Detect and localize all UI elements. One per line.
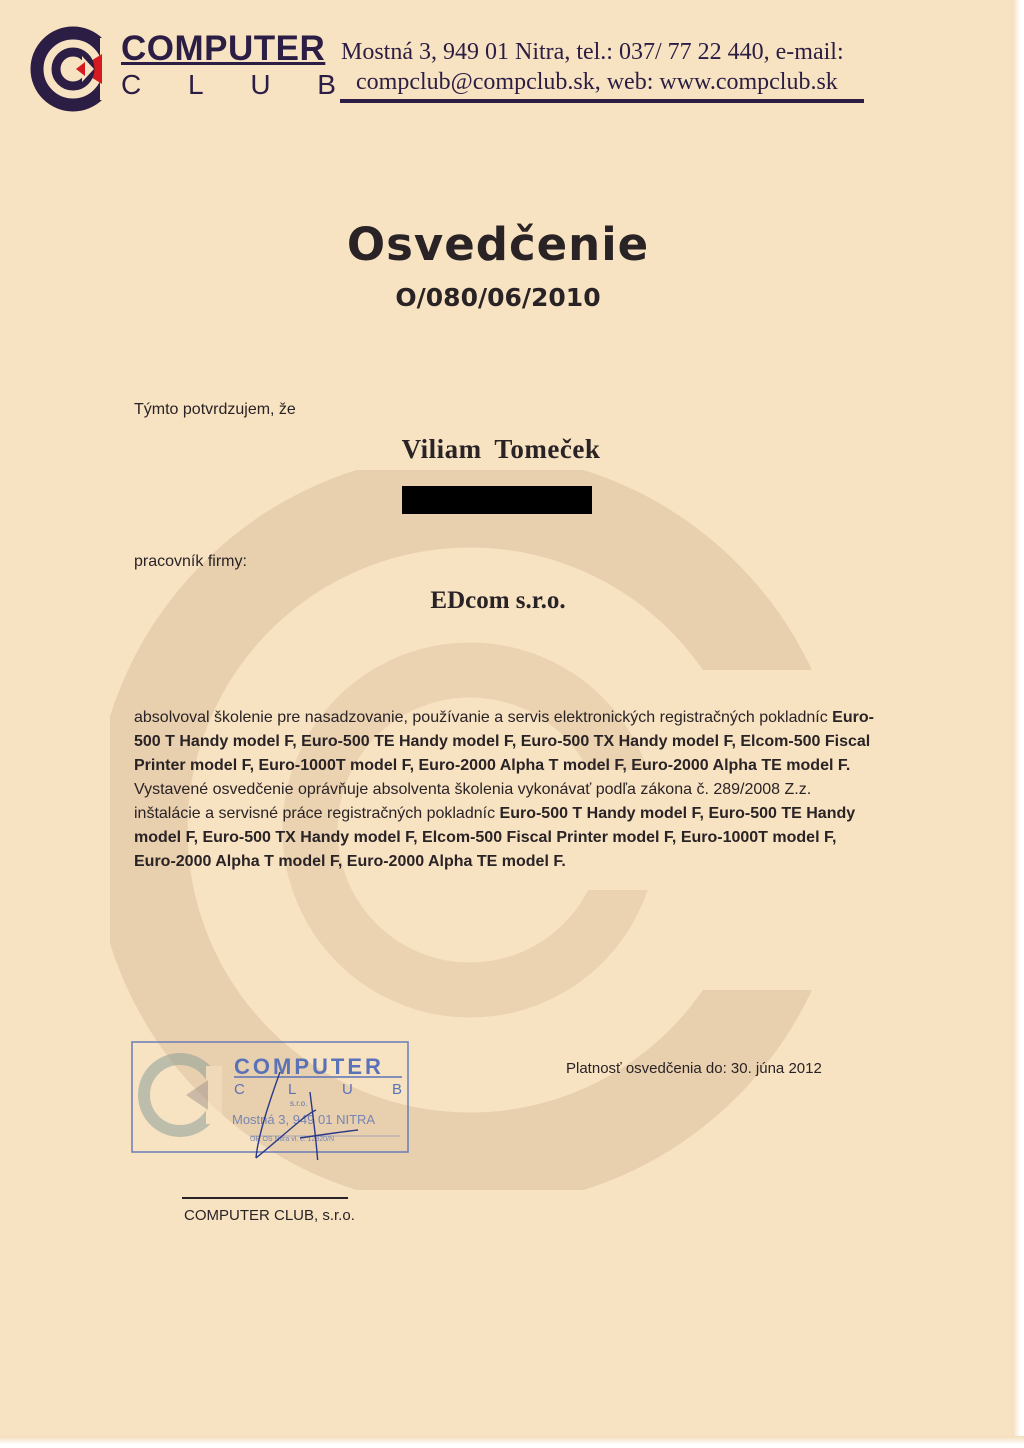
body-segment: absolvoval školenie pre nasadzovanie, používanie a servis elektronických registračných pokladníc — [134, 709, 833, 726]
stamp-register: OR OS Nitra vl. č. 12920/N — [250, 1136, 335, 1143]
stamp-letter: B — [392, 1081, 403, 1098]
header-address-line-1: Mostná 3, 949 01 Nitra, tel.: 037/ 77 22 440, e-mail: — [341, 39, 844, 65]
stamp-letter: C — [234, 1081, 245, 1098]
document-title: Osvedčenie — [346, 218, 650, 271]
stamp-brand: COMPUTER — [234, 1054, 384, 1079]
header-rule — [340, 99, 864, 103]
signatory-name: COMPUTER CLUB, s.r.o. — [184, 1207, 355, 1224]
certificate-number: O/080/06/2010 — [395, 283, 601, 312]
paper-edge-right — [1012, 0, 1024, 1448]
validity-date: Platnosť osvedčenia do: 30. júna 2012 — [566, 1060, 822, 1077]
body-segment-bold: Euro-500 T Handy model F, Euro-500 TE Handy model F, Euro-500 TX Handy model F, Elcom-500 Fiscal Printer model F, Euro-1000T model F, Euro-2000 Alpha T model F, Euro-2000 Alpha TE model F. — [134, 709, 874, 774]
redaction-bar — [402, 486, 592, 514]
confirm-label: Týmto potvrdzujem, že — [134, 401, 296, 418]
stamp-sro: s.r.o. — [290, 1099, 308, 1108]
body-segment: Vystavené osvedčenie oprávňuje absolventa školenia vykonávať podľa zákona č. 289/2008 Z.z. inštalácie a servisné práce registračných pokladníc — [134, 781, 812, 822]
stamp-address: Mostná 3, 949 01 NITRA — [232, 1112, 376, 1127]
employee-label: pracovník firmy: — [134, 553, 247, 570]
brand-letter: L — [187, 69, 204, 100]
brand-letter: B — [317, 69, 336, 100]
stamp-letter: U — [342, 1081, 353, 1098]
body-segment-bold: Euro-500 T Handy model F, Euro-500 TE Handy model F, Euro-500 TX Handy model F, Elcom-500 Fiscal Printer model F, Euro-1000T model F, Euro-2000 Alpha T model F, Euro-2000 Alpha TE model F. — [134, 805, 856, 870]
certificate-body — [134, 706, 874, 874]
company-stamp — [130, 1040, 415, 1160]
person-name: Viliam Tomeček — [401, 434, 601, 464]
signature-line — [182, 1197, 348, 1199]
brand-name-bottom — [121, 70, 336, 100]
header-address-line-2: compclub@compclub.sk, web: www.compclub.sk — [356, 69, 838, 95]
company-name: EDcom s.r.o. — [430, 587, 566, 614]
brand-name-top: COMPUTER — [121, 29, 326, 68]
brand-letter: C — [121, 69, 142, 100]
computer-club-logo-icon — [30, 26, 116, 112]
paper-edge-bottom — [0, 1436, 1024, 1448]
stamp-letter: L — [288, 1081, 297, 1098]
stamp-logo-icon — [144, 1059, 222, 1131]
brand-letter: U — [250, 69, 271, 100]
